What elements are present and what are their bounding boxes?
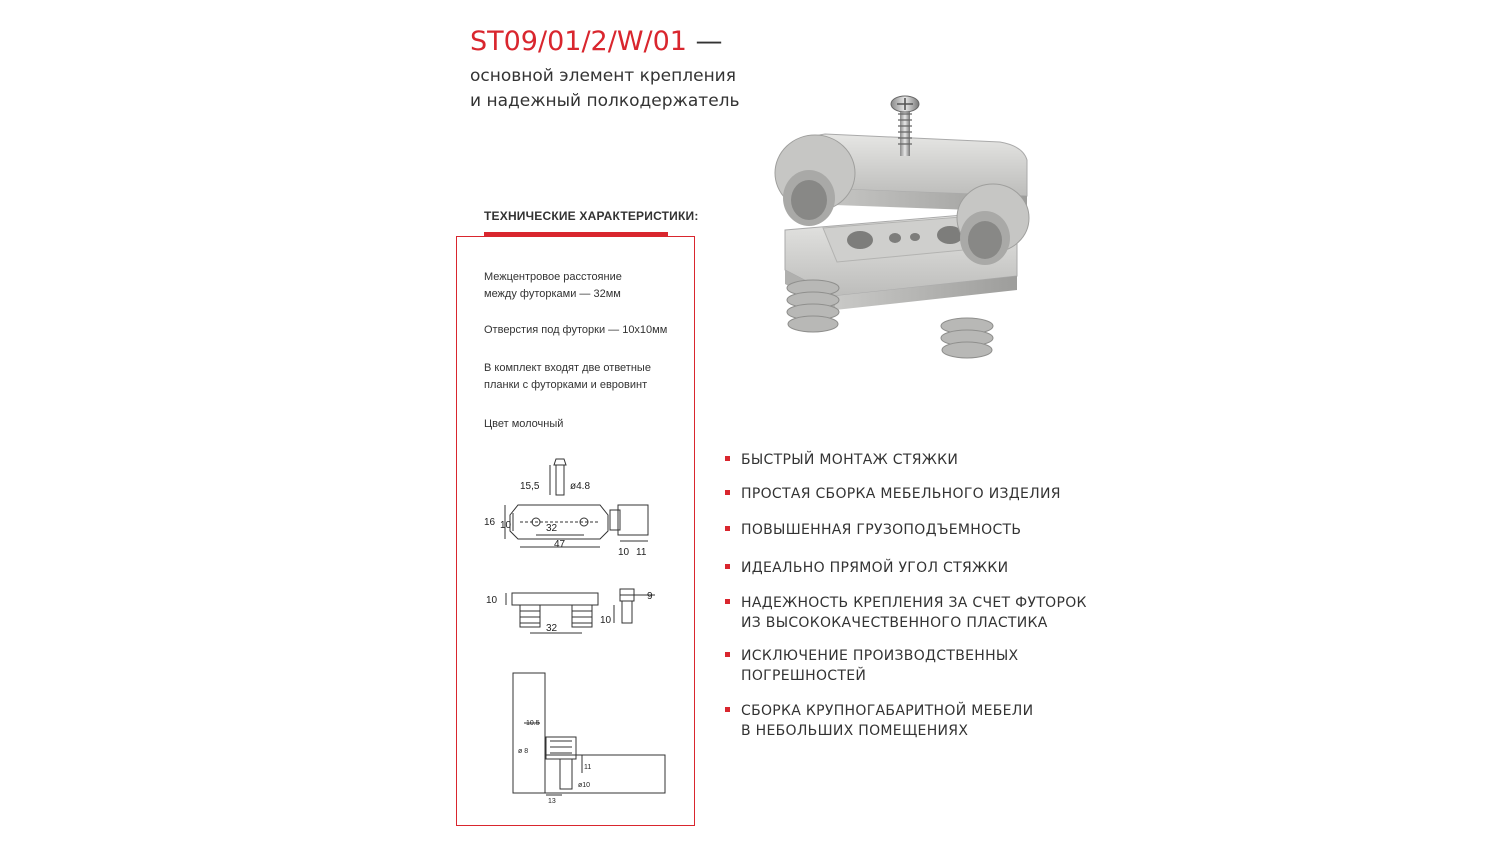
feature-line: ПОВЫШЕННАЯ ГРУЗОПОДЪЕМНОСТЬ xyxy=(741,522,1022,538)
feature-line: БЫСТРЫЙ МОНТАЖ СТЯЖКИ xyxy=(741,452,959,468)
dim-label: 10 xyxy=(486,595,498,606)
subtitle-line-2: и надежный полкодержатель xyxy=(470,91,740,111)
bullet-icon xyxy=(725,456,730,461)
spec-line: планки с футорками и евровинт xyxy=(484,379,648,391)
bullet-icon xyxy=(725,599,730,604)
feature-line: ИЗ ВЫСОКОКАЧЕСТВЕННОГО ПЛАСТИКА xyxy=(741,615,1048,631)
spec-line: Отверстия под футорки — 10х10мм xyxy=(484,324,668,336)
spec-line: между футорками — 32мм xyxy=(484,288,621,300)
feature-line: ПРОСТАЯ СБОРКА МЕБЕЛЬНОГО ИЗДЕЛИЯ xyxy=(741,486,1061,502)
subtitle-line-1: основной элемент крепления xyxy=(470,66,736,86)
product-title xyxy=(470,26,723,57)
dim-label: 11 xyxy=(584,764,592,771)
product-code: ST09/01/2/W/01 xyxy=(470,26,687,57)
bullet-icon xyxy=(725,526,730,531)
product-subtitle xyxy=(470,64,740,114)
dim-label: 10 xyxy=(500,520,512,531)
dim-label: ø 8 xyxy=(518,748,529,755)
feature-line: ПОГРЕШНОСТЕЙ xyxy=(741,668,867,684)
spec-line: В комплект входят две ответные xyxy=(484,362,651,374)
dim-label: 13 xyxy=(548,798,556,805)
feature-line: ИСКЛЮЧЕНИЕ ПРОИЗВОДСТВЕННЫХ xyxy=(741,648,1019,664)
technical-drawing xyxy=(480,455,680,815)
dim-label: 15,5 xyxy=(520,481,540,492)
title-dash: — xyxy=(686,26,723,57)
dim-label: 16 xyxy=(484,517,496,528)
dim-label: ø4.8 xyxy=(570,481,591,492)
bullet-icon xyxy=(725,652,730,657)
dim-label: 10 xyxy=(618,547,630,558)
feature-line: СБОРКА КРУПНОГАБАРИТНОЙ МЕБЕЛИ xyxy=(741,703,1034,719)
spec-item xyxy=(484,360,651,394)
product-image xyxy=(745,88,1045,368)
spec-line: Межцентровое расстояние xyxy=(484,271,622,283)
bullet-icon xyxy=(725,490,730,495)
dim-label: 32 xyxy=(546,623,558,634)
dim-label: 9 xyxy=(647,591,653,602)
dim-label: 10.5 xyxy=(526,720,540,727)
bullet-icon xyxy=(725,564,730,569)
spec-line: Цвет молочный xyxy=(484,418,564,430)
feature-line: В НЕБОЛЬШИХ ПОМЕЩЕНИЯХ xyxy=(741,723,969,739)
dim-label: 11 xyxy=(636,547,647,558)
specs-heading: ТЕХНИЧЕСКИЕ ХАРАКТЕРИСТИКИ: xyxy=(484,209,699,223)
dim-label: 10 xyxy=(600,615,612,626)
bullet-icon xyxy=(725,707,730,712)
feature-line: ИДЕАЛЬНО ПРЯМОЙ УГОЛ СТЯЖКИ xyxy=(741,560,1009,576)
dim-label: 32 xyxy=(546,523,558,534)
dim-label: ø10 xyxy=(578,782,591,789)
feature-line: НАДЕЖНОСТЬ КРЕПЛЕНИЯ ЗА СЧЕТ ФУТОРОК xyxy=(741,595,1087,611)
spec-item xyxy=(484,322,667,339)
spec-item xyxy=(484,269,622,303)
dim-label: 47 xyxy=(554,539,566,550)
spec-item xyxy=(484,416,563,433)
